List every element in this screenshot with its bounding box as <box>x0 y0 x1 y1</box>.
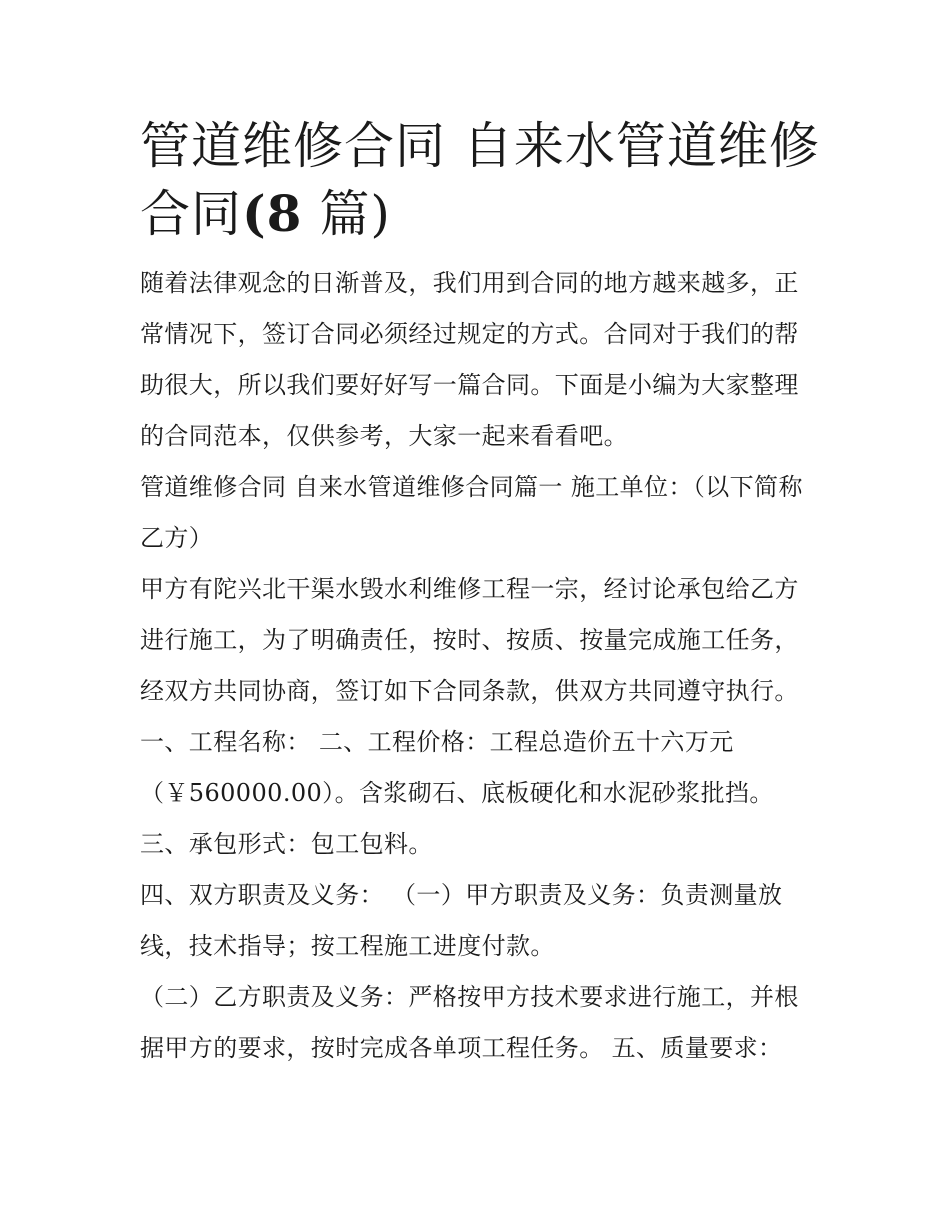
title-line-2-suffix: 篇) <box>302 185 391 243</box>
party-a-duties-paragraph: 四、双方职责及义务： （一）甲方职责及义务：负责测量放线，技术指导；按工程施工进度付款。 <box>140 881 783 960</box>
party-b-duties-paragraph: （二）乙方职责及义务：严格按甲方技术要求进行施工，并根据甲方的要求，按时完成各单项工程任务。 五、质量要求： <box>140 983 799 1062</box>
title-line-2-prefix: 合同 <box>140 185 242 243</box>
project-description-paragraph: 甲方有陀兴北干渠水毁水利维修工程一宗，经讨论承包给乙方进行施工，为了明确责任，按时、按质、按量完成施工任务，经双方共同协商，签订如下合同条款，供双方共同遵守执行。 <box>140 575 799 705</box>
project-name-price-paragraph: 一、工程名称： 二、工程价格：工程总造价五十六万元（￥560000.00）。含浆砌石、底板硬化和水泥砂浆批挡。 <box>140 728 774 807</box>
document-page <box>140 112 820 1074</box>
title-line-2-bold: (8 <box>242 184 303 243</box>
intro-paragraph: 随着法律观念的日渐普及，我们用到合同的地方越来越多，正常情况下，签订合同必须经过规定的方式。合同对于我们的帮助很大，所以我们要好好写一篇合同。下面是小编为大家整理的合同范本，仅供参考，大家一起来看看吧。 <box>140 269 799 450</box>
contract-form-paragraph: 三、承包形式：包工包料。 <box>140 830 433 858</box>
title-line-1: 管道维修合同 自来水管道维修 <box>140 117 820 175</box>
document-title <box>140 112 820 248</box>
contract-heading-paragraph: 管道维修合同 自来水管道维修合同篇一 施工单位：（以下简称乙方） <box>140 473 803 552</box>
